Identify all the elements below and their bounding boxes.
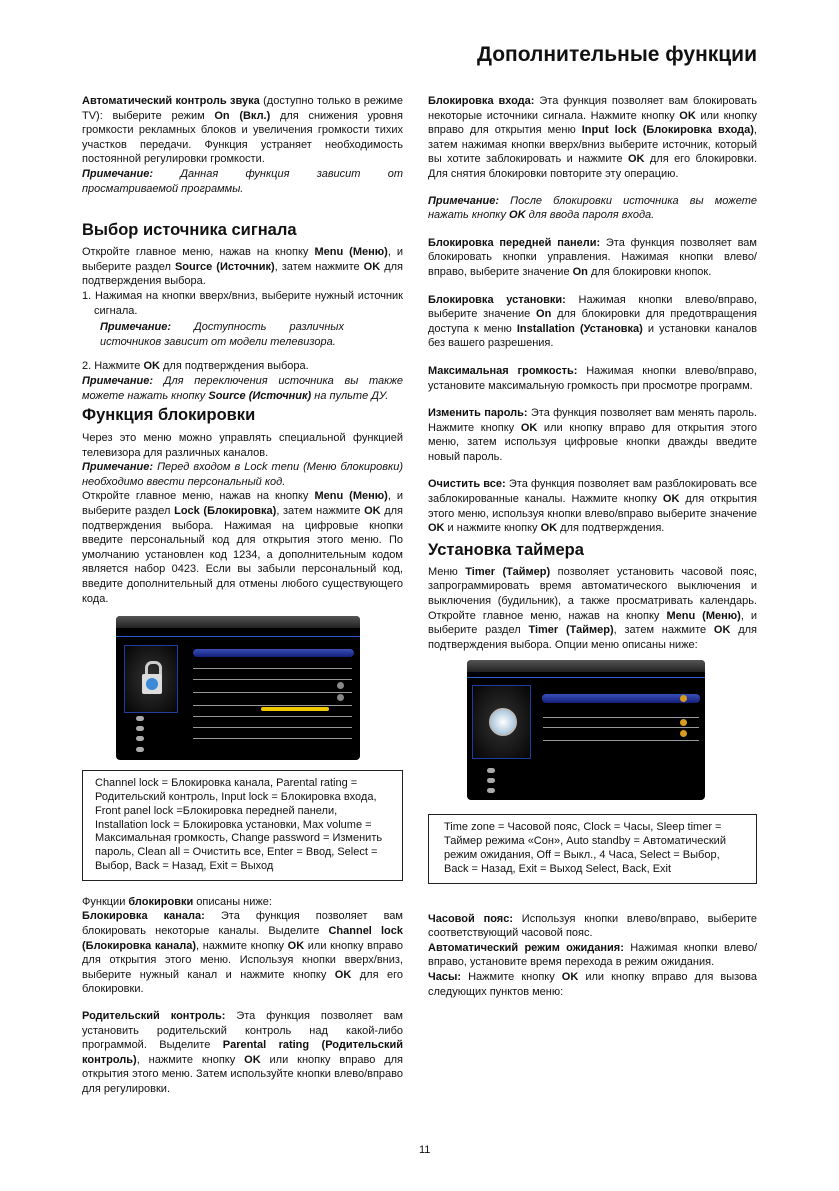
timer-menu-caption: Time zone = Часовой пояс, Clock = Часы, Sleep timer = Таймер режима «Сон», Auto standby = Автоматический режим ожидания, Off = Выкл., 4 Часа, Select = Выбор, Back = Назад, Exit = Выход Select, Back, Exit (428, 814, 757, 883)
emphasis-text: Lock (Блокировка) (174, 505, 277, 518)
emphasis-text: блокировки (128, 895, 194, 908)
body-text: и нажмите кнопку (444, 522, 541, 535)
body-text: 2. Нажмите (82, 360, 144, 373)
emphasis-text: Source (Источник) (174, 260, 275, 273)
source-step-2 (82, 359, 403, 374)
emphasis-text: Доступность различных источников зависит от модели телевизора. (100, 321, 344, 348)
emphasis-text: OK (287, 939, 305, 952)
body-text: для блокировки кнопок. (587, 265, 712, 278)
source-note (82, 374, 403, 403)
emphasis-text: для ввода пароля входа. (525, 209, 655, 222)
input-lock-paragraph (428, 94, 757, 182)
source-step-1 (82, 289, 403, 318)
body-text: для открытия этого меню, используя кнопки влево/вправо выберите значение (428, 493, 757, 520)
lock-note (82, 460, 403, 489)
body-text: , нажмите кнопку (136, 1053, 245, 1066)
emphasis-text: OK (363, 260, 381, 273)
emphasis-text: Часы: (428, 970, 462, 983)
timer-heading: Установка таймера (428, 540, 584, 559)
emphasis-text: Menu (Меню) (314, 490, 388, 503)
page-title: Дополнительные функции (476, 43, 757, 66)
body-text: Через это меню можно управлять специальной функцией телевизора для различных каналов. (82, 432, 403, 459)
body-text: или кнопку вправо для открытия этого меню. Используя кнопки вверх/вниз, выберите нужный канал и нажмите кнопку (82, 939, 403, 981)
body-text: Откройте главное меню, нажав на кнопку (82, 246, 315, 259)
body-text: , затем нажмите (274, 260, 364, 273)
auto-volume-note (82, 167, 403, 196)
lock-intro (82, 431, 403, 460)
emphasis-text: Блокировка установки: (428, 293, 566, 306)
body-text: описаны ниже: (193, 895, 272, 908)
body-text: Нажимая кнопки влево/вправо, выберите значение (428, 293, 757, 321)
max-volume-paragraph (428, 364, 757, 393)
parental-control-paragraph (82, 1009, 403, 1097)
lock-menu-caption: Channel lock = Блокировка канала, Parental rating = Родительский контроль, Input lock = Блокировка входа, Front panel lock =Блокировка передней панели, Installation lock = Блокировка установки, Max volume = Максимальная громкость, Change password = Изменить пароль, Clean all = Очистить все, Enter = Ввод, Select = Выбор, Back = Назад, Exit = Выход (82, 770, 403, 881)
body-text: Используя кнопки влево/вправо, выберите соответствующий часовой пояс. (428, 912, 757, 940)
body-text: и установки каналов без вашего разрешения. (428, 322, 757, 350)
emphasis-text: После блокировки источника вы можете нажать кнопку (428, 194, 757, 222)
input-lock-note (428, 194, 757, 223)
body-text: , и выберите раздел (82, 490, 404, 518)
body-text: для подтверждения выбора. (82, 260, 403, 288)
body-text: , затем нажимая кнопки вверх/вниз выберите источник, который вы хотите заблокировать и нажмите (428, 124, 757, 166)
clock-paragraph (428, 970, 757, 999)
source-step-1-note (100, 320, 344, 349)
emphasis-text: Timer (Таймер) (465, 565, 551, 578)
body-text: Эта функция позволяет вам блокировать некоторые источники сигнала. Нажмите кнопку (428, 95, 757, 122)
emphasis-text: OK (713, 624, 731, 637)
emphasis-text: Перед входом в Lock menu (Меню блокировки) необходимо ввести персональный код. (82, 461, 403, 488)
emphasis-text: Блокировка входа: (428, 95, 535, 107)
emphasis-text: Родительский контроль: (82, 1009, 226, 1022)
right-column (428, 94, 757, 999)
emphasis-text: Автоматический режим ожидания: (428, 941, 624, 954)
left-column (82, 94, 403, 1097)
clear-all-paragraph (428, 477, 757, 535)
emphasis-text: OK (244, 1053, 261, 1066)
body-text: для снижения уровня громкости рекламных блоков и увеличения громкости тихих участков передачи. Функция устраняет необходимость постоянной регулировки громкости. (82, 109, 403, 166)
emphasis-text: Блокировка передней панели: (428, 236, 601, 249)
emphasis-text: Примечание: (82, 461, 154, 474)
emphasis-text: OK (679, 109, 696, 122)
body-text: для подтверждения выбора. Нажимая на цифровые кнопки введите персональный код для открытия этого меню. По умолчанию установлен код 1234, а дополнительным кодом является набор 0423. Если вы забыли персональный код, введите дополнительный для отмены любого существующего кода. (82, 505, 403, 605)
emphasis-text: Menu (Меню) (314, 246, 388, 259)
timer-menu-screenshot (467, 660, 705, 800)
emphasis-text: Для переключения источника вы также можете нажать кнопку (82, 374, 403, 402)
emphasis-text: Автоматический контроль звука (82, 95, 260, 107)
body-text: позволяет установить часовой пояс, запрограммировать время автоматического выключения и выключения (будильник), а также просматривать календарь. Откройте главное меню, нажав на кнопку (428, 565, 757, 622)
timer-intro (428, 565, 757, 653)
body-text: , затем нажмите (613, 624, 714, 637)
body-text: Эта функция позволяет вам блокировать некоторые каналы. Выделите (82, 910, 403, 937)
auto-volume-paragraph (82, 94, 403, 167)
body-text: Эта функция позволяет вам установить родительский контроль над какой-либо программой. Выделите (82, 1009, 403, 1052)
body-text: Нажмите кнопку (461, 970, 562, 983)
emphasis-text: OK (561, 970, 579, 983)
emphasis-text: OK (627, 153, 645, 166)
emphasis-text: OK (509, 209, 526, 222)
body-text: (доступно только в режиме TV): выберите режим (82, 95, 403, 122)
body-text: Откройте главное меню, нажав на кнопку (82, 490, 315, 503)
emphasis-text: On (572, 265, 588, 278)
emphasis-text: Menu (Меню) (666, 609, 741, 622)
body-text: или кнопку вправо для открытия этого меню, затем используя цифровые кнопки дважды введите новый пароль. (428, 421, 758, 463)
emphasis-text: OK (143, 360, 160, 373)
emphasis-text: OK (364, 505, 381, 518)
lock-menu-screenshot (116, 616, 360, 760)
body-text: Нажимая кнопки влево/вправо, установите максимальную громкость при просмотре программ. (428, 364, 757, 392)
body-text: для подтверждения. (557, 522, 665, 535)
emphasis-text: On (536, 308, 552, 321)
body-text: для подтверждения выбора. Опции меню описаны ниже: (428, 624, 757, 651)
body-text: Эта функция позволяет вам разблокировать все заблокированные каналы. Нажмите кнопку (428, 478, 757, 506)
body-text: или кнопку вправо для открытия меню (428, 109, 757, 137)
body-text: , затем нажмите (276, 505, 365, 518)
source-heading: Выбор источника сигнала (82, 221, 297, 240)
body-text: для подтверждения выбора. (159, 360, 309, 373)
auto-standby-paragraph (428, 941, 757, 970)
emphasis-text: On (Вкл.) (214, 109, 271, 122)
lock-icon (124, 645, 178, 713)
emphasis-text: Примечание: (82, 167, 154, 180)
change-password-paragraph (428, 406, 757, 464)
body-text: или кнопку вправо для открытия этого меню. Затем используйте кнопки влево/вправо для регулировки. (82, 1053, 403, 1095)
lock-functions-intro (82, 895, 403, 910)
body-text: для блокировки для предотвращения доступа к меню (428, 308, 757, 335)
body-text: Эта функция позволяет вам менять пароль. Нажмите кнопку (428, 407, 757, 434)
body-text: для его блокировки. Для снятия блокировки повторите эту операцию. (428, 153, 758, 180)
time-zone-paragraph (428, 912, 757, 941)
emphasis-text: Изменить пароль: (428, 407, 528, 420)
lock-open (82, 489, 403, 606)
emphasis-text: Примечание: (100, 321, 172, 334)
emphasis-text: Installation (Установка) (516, 322, 643, 335)
emphasis-text: Примечание: (428, 194, 500, 207)
lock-heading: Функция блокировки (82, 406, 256, 425)
body-text: 1. Нажимая на кнопки вверх/вниз, выберите нужный источник сигнала. (82, 289, 403, 317)
body-text: Нажимая кнопки влево/вправо, установите время перехода в режим ожидания. (428, 941, 758, 969)
body-text: Эта функция позволяет вам блокировать кнопки управления. Нажимая кнопки влево/вправо, выберите значение (428, 236, 757, 278)
emphasis-text: Примечание: (82, 374, 154, 387)
body-text: , нажмите кнопку (196, 939, 288, 952)
installation-lock-paragraph (428, 293, 757, 351)
emphasis-text: Source (Источник) (208, 389, 312, 402)
emphasis-text: OK (662, 493, 680, 506)
emphasis-text: Очистить все: (428, 478, 506, 491)
emphasis-text: Блокировка канала: (82, 910, 205, 923)
emphasis-text: Timer (Таймер) (528, 624, 614, 637)
body-text: или кнопку вправо для вызова следующих пунктов меню: (428, 970, 757, 998)
source-intro (82, 245, 403, 289)
channel-lock-paragraph (82, 909, 403, 997)
emphasis-text: Данная функция зависит от просматриваемой программы. (82, 167, 403, 195)
body-text: Меню (428, 565, 466, 578)
emphasis-text: OK (334, 968, 352, 981)
body-text: , и выберите раздел (82, 246, 404, 273)
emphasis-text: Максимальная громкость: (428, 364, 578, 377)
emphasis-text: Parental rating (Родительский контроль) (82, 1039, 403, 1066)
emphasis-text: Часовой пояс: (428, 912, 513, 925)
body-text: для его блокировки. (82, 968, 403, 996)
emphasis-text: Input lock (Блокировка входа) (581, 124, 754, 137)
body-text: Функции (82, 895, 129, 908)
emphasis-text: Channel lock (Блокировка канала) (82, 924, 403, 952)
alarm-clock-icon (472, 685, 531, 759)
emphasis-text: OK (428, 522, 445, 535)
front-panel-lock-paragraph (428, 236, 757, 280)
emphasis-text: OK (540, 522, 558, 535)
emphasis-text: OK (520, 421, 538, 434)
emphasis-text: на пульте ДУ. (311, 389, 389, 402)
page-number: 11 (419, 1144, 431, 1156)
body-text: , и выберите раздел (428, 609, 758, 637)
